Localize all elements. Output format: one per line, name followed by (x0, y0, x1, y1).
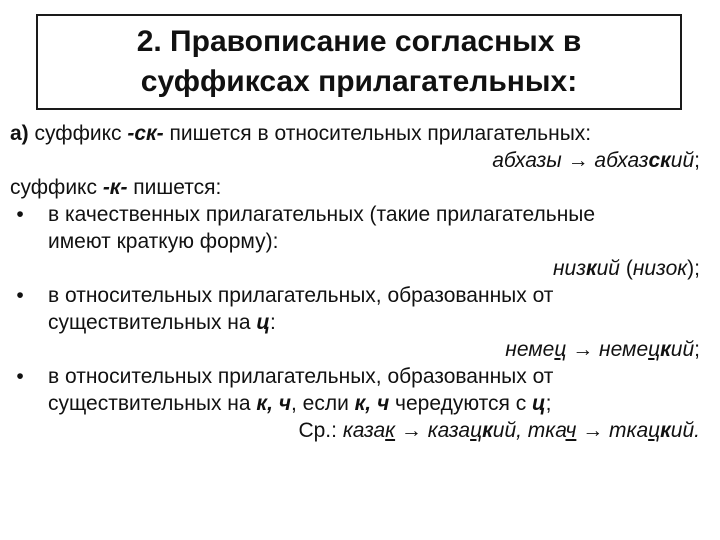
bullet-3-letters: к, ч (256, 392, 291, 415)
section-k-rule (10, 174, 710, 201)
example-suffix: к (585, 257, 597, 280)
section-k-text-after: пишется: (127, 176, 222, 199)
example-word-end: ий (670, 419, 695, 442)
example-word-end: ий (596, 257, 620, 280)
example-arrow: → (395, 419, 428, 442)
section-a-text-after: пишется в относительных прилагательных: (163, 122, 592, 145)
example-letter: ц (648, 419, 661, 442)
example-short-form: низок (632, 257, 688, 280)
bullet-marker: • (16, 203, 24, 226)
example-letter: ц (554, 338, 567, 361)
bullet-2-example (10, 336, 710, 363)
bullet-2-line-2 (10, 309, 710, 336)
section-k-suffix: -к- (102, 176, 128, 199)
bullet-1-text-1: в качественных прилагательных (такие прилагательные (48, 203, 596, 226)
bullet-marker: • (16, 365, 24, 388)
section-a-text: суффикс (28, 122, 128, 145)
bullet-3-text-b: , если (290, 392, 355, 415)
bullet-3-line-2 (10, 390, 710, 417)
example-punct: ; (694, 149, 700, 172)
bullet-2-text-1: в относительных прилагательных, образованных от (48, 284, 554, 307)
example-prefix: Ср.: (298, 419, 343, 442)
example-word-end: ий (670, 149, 695, 172)
bullet-1-line-1 (10, 201, 710, 228)
example-suffix: к (482, 419, 493, 442)
example-punct: ); (687, 257, 700, 280)
example-separator: , (516, 419, 528, 442)
bullet-1-example (10, 255, 710, 282)
bullet-3-letters-2: к, ч (354, 392, 390, 415)
title-line-2: суффиксах прилагательных: (140, 65, 578, 98)
example-letter: ц (648, 338, 661, 361)
example-word-stem: абхаз (594, 149, 649, 172)
example-word-stem: неме (599, 338, 649, 361)
bullet-marker: • (16, 284, 24, 307)
bullet-3-letter-ts: ц (532, 392, 546, 415)
example-letter: к (385, 419, 396, 442)
example-arrow: → (576, 419, 610, 442)
bullet-3-text-a: существительных на (48, 392, 257, 415)
bullet-2-letter: ц (256, 311, 270, 334)
bullet-3-example (10, 417, 710, 444)
section-a-example (10, 147, 710, 174)
section-a-marker: а) (10, 122, 29, 145)
example-word-stem: каза (342, 419, 386, 442)
example-word: абхазы (492, 149, 562, 172)
example-word-stem: каза (427, 419, 471, 442)
bullet-3-text-1: в относительных прилагательных, образованных от (48, 365, 554, 388)
title-box (36, 14, 682, 110)
example-arrow: → (561, 149, 595, 172)
section-k-text: суффикс (10, 176, 103, 199)
example-letter: ц (470, 419, 483, 442)
example-letter: ч (565, 419, 577, 442)
example-suffix: к (660, 338, 671, 361)
rules-text (10, 120, 710, 444)
example-word-stem: низ (552, 257, 586, 280)
bullet-3-text-c: чередуются с (389, 392, 533, 415)
example-word-end: ий (492, 419, 517, 442)
example-word-stem: тка (527, 419, 566, 442)
section-a-rule (10, 120, 710, 147)
bullet-2-colon: : (270, 311, 276, 334)
example-punct: ; (694, 338, 700, 361)
example-paren: ( (619, 257, 633, 280)
example-word-stem: неме (505, 338, 555, 361)
bullet-1-line-2: имеют краткую форму): (48, 230, 279, 253)
bullet-3-punct: ; (545, 392, 552, 415)
bullet-2-line-1 (10, 282, 710, 309)
bullet-2-text-2: существительных на (48, 311, 257, 334)
bullet-3-line-1 (10, 363, 710, 390)
example-suffix: ск (648, 149, 671, 172)
example-arrow: → (566, 338, 600, 361)
example-punct: . (694, 419, 700, 442)
example-word-stem: тка (609, 419, 649, 442)
title-line-1: 2. Правописание согласных в (136, 25, 582, 58)
example-suffix: к (660, 419, 671, 442)
example-word-end: ий (670, 338, 695, 361)
section-a-suffix: -ск- (127, 122, 164, 145)
